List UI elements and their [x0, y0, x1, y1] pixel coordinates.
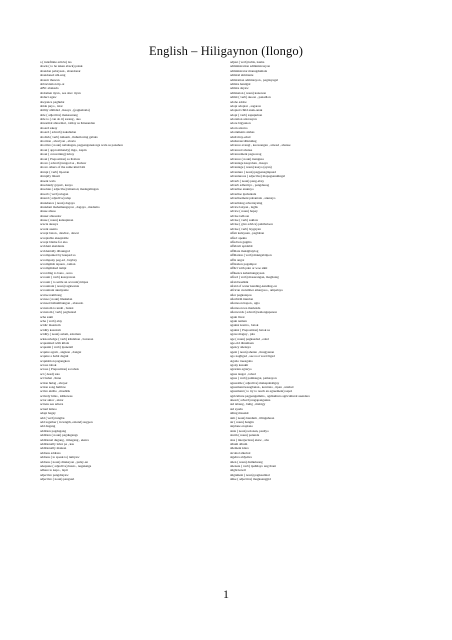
- dictionary-entry: affiliate makigbuylog: [230, 248, 259, 253]
- dictionary-entry: adventurous ( adjective) mapagsanulingal: [230, 174, 286, 179]
- dictionary-entry: age ( noun) pagkaedad , edad: [230, 336, 269, 341]
- dictionary-entry: advancement pagsowag: [230, 152, 262, 157]
- dictionary-entry: absent wala: [40, 178, 56, 183]
- dictionary-entry: African cucumber amargoso , ampalaya: [230, 288, 283, 293]
- dictionary-entry: administrator manugdumala: [230, 68, 268, 73]
- dictionary-entry: accomplish tapuon , taman: [40, 261, 76, 266]
- dictionary-entry: agree isugot , tabad: [230, 371, 256, 376]
- dictionary-entry: adhere to kapo , lapit: [40, 468, 68, 473]
- dictionary-entry: acquire a habit dagnit: [40, 354, 69, 359]
- dictionary-entry: active aktibo , maabtik: [40, 389, 71, 394]
- dictionary-entry: afterwards ( adverb) kahongupanon: [230, 310, 277, 315]
- dictionary-entry: agave maguy , pita: [230, 332, 255, 337]
- dictionary-entry: about ( concerning) tuhoy: [40, 152, 75, 157]
- dictionary-entry: act ( deed) sato: [40, 371, 61, 376]
- dictionary-entry: adopt adoptar , aagaron: [230, 103, 261, 108]
- dictionary-entry: age-old dinumaan: [230, 341, 254, 345]
- dictionary-entry: adopt ( verb) sapupuhon: [230, 112, 263, 117]
- dictionary-entry: advertise ipabantala: [230, 191, 257, 196]
- dictionary-entry: abdomen tiyan , see also: tiyan: [40, 90, 81, 95]
- dictionary-entry: advantage kaayohan , ikaayo: [230, 160, 269, 165]
- dictionary-entry: affection gugma: [230, 240, 252, 245]
- dictionary-entry: abortion , abortyon , aborto: [40, 139, 77, 144]
- dictionary-entry: affair kalayuan , paglaban: [230, 231, 265, 236]
- dictionary-entry: about ( approximately) mga , kapin: [40, 147, 87, 152]
- dictionary-entry: absurd ( adjective) ulap: [40, 196, 72, 201]
- dictionary-entry: acquaint ( verb) ipanetail: [40, 345, 74, 350]
- dictionary-entry: acidity ( noun) aslom, asloman: [40, 332, 81, 337]
- dictionary-entry: against ( Preposition) batok sa: [230, 327, 270, 332]
- dictionary-entry: additional dugang , timagang , ekstra: [40, 437, 89, 442]
- dictionary-entry: agent ( noun) ahente , tinugyanan: [230, 349, 275, 354]
- dictionary-entry: admire dayaw: [230, 86, 249, 91]
- dictionary-entry: agreement ( to try to reach an agreement) sapol: [230, 389, 293, 394]
- dictionary-entry: acquainted with kilala: [40, 341, 70, 345]
- dictionary-entry: ailing masakit: [230, 411, 249, 416]
- dictionary-entry: aim ( noun) handum , tilinguhaon: [230, 415, 275, 420]
- dictionary-entry: ache sakit: [40, 314, 54, 319]
- dictionary-entry: abundance ( noun) dagaya: [40, 200, 75, 205]
- dictionary-entry: abatoir ihawan: [40, 77, 60, 82]
- dictionary-entry: agree ( verb) pamisugot, pamaayon: [230, 376, 277, 381]
- dictionary-entry: abundant mahamungayon , dagaya , madamo: [40, 204, 100, 209]
- dictionary-entry: accident aksidente: [40, 244, 65, 249]
- dictionary-entry: ahead ( adverb) nagapangunna: [230, 398, 271, 403]
- page-title: English – Hiligaynon (Ilongo): [149, 44, 303, 58]
- dictionary-entry: afternoon tea merienda: [230, 305, 261, 310]
- dictionary-entry: accountant akunyante: [40, 288, 69, 293]
- dictionary-entry: act buhat , linne: [40, 376, 62, 381]
- dictionary-entry: agreeable ( adjective) makapahaligay: [230, 380, 280, 385]
- dictionary-entry: advertising advertaysing: [230, 200, 263, 205]
- dictionary-entry: afford ( verb) masarangan, maghatag: [230, 275, 279, 280]
- dictionary-entry: adopted child anak-anak: [230, 108, 263, 113]
- dictionary-entry: accent asento: [40, 226, 58, 231]
- dictionary-entry: acquire agom , angkon , dangat: [40, 349, 82, 354]
- dictionary-entry: abbreviation tip-ot: [40, 81, 65, 86]
- dictionary-entry: accountant ( noun) tagkwenta: [40, 283, 80, 288]
- dictionary-entry: account ( to settle an account) impas: [40, 279, 89, 284]
- dictionary-entry: agriculture pagpangumma , agrikultura agricultural asendero: [230, 393, 311, 398]
- dictionary-entry: adorn adorno: [230, 125, 248, 130]
- dictionary-entry: adequate ( adjective) husto , nagakaiga: [40, 463, 92, 468]
- dictionary-entry: ABC abakada: [40, 86, 59, 91]
- dictionary-entry: able ( adjective) makasarang: [40, 112, 78, 117]
- dictionary-entry: actual lamoo: [40, 406, 57, 411]
- dictionary-entry: advice lanyan , laglis: [230, 204, 258, 209]
- dictionary-entry: advise ( verb) saklaw: [230, 218, 259, 223]
- dictionary-entry: advise ( verb) laygayan: [230, 226, 261, 231]
- dictionary-entry: affidavit apidabit: [230, 244, 253, 249]
- dictionary-entry: affixation pagampot: [230, 261, 257, 266]
- dictionary-entry: admiral almirante: [230, 73, 254, 78]
- dictionary-entry: add together ( in length, extend) sugpon: [40, 420, 93, 425]
- dictionary-entry: affluence kahamungayaan: [230, 270, 265, 275]
- dictionary-entry: afraid kaalkik: [230, 279, 249, 284]
- dictionary-entry: adverb adbertiyo , pangduaog: [230, 182, 270, 187]
- dictionary-entry: agony kasakit: [230, 362, 249, 367]
- dictionary-entry: agreement kasagbutan , kontrato , tipan , unidad: [230, 384, 294, 389]
- dictionary-entry: absolute ( adjective) imantod, madagalingan: [40, 187, 99, 192]
- dictionary-entry: accrue nambong: [40, 292, 62, 297]
- dictionary-entry: abolish ( verb) iuhaam , iluhum ning gabuts: [40, 134, 98, 139]
- dictionary-entry: again liwat: [230, 314, 245, 319]
- dictionary-entry: advantage ( noun) kaayo (ayan): [230, 165, 272, 170]
- dictionary-entry: acknowledge ( verb) kilalahon , batonon: [40, 336, 94, 341]
- dictionary-entry: alight kawil: [230, 468, 246, 473]
- dictionary-entry: adoration adorasyon: [230, 117, 257, 122]
- dictionary-entry: abnormal abnormal , tablay sa Kinaandan: [40, 121, 95, 126]
- dictionary-entry: adjective pangdtayaw: [40, 472, 69, 477]
- dictionary-entry: acacia akasya: [40, 222, 59, 227]
- dictionary-entry: afterbirth inunlon: [230, 297, 254, 302]
- dictionary-entry: adventure ( noun) pagpanaginpuad: [230, 169, 276, 174]
- dictionary-entry: acidity kaaslom: [40, 327, 61, 332]
- dictionary-entry: ago nagligad , see root word ligad: [230, 354, 275, 359]
- dictionary-entry: abide puyo , istar: [40, 103, 63, 108]
- dictionary-entry: above ( adverb) tungod sa , ibabaw: [40, 160, 87, 165]
- dictionary-entry: admiration admirasyon , pagdayagal: [230, 77, 278, 82]
- dictionary-entry: across tabok: [40, 362, 57, 367]
- dictionary-entry: abuse ( noun) kalaupinan: [40, 218, 74, 223]
- dictionary-entry: accustom ( verb) pagbatasd: [40, 310, 77, 315]
- dictionary-entry: actively hilas , kilikawas: [40, 393, 73, 398]
- dictionary-column-right: [230, 60, 420, 482]
- dictionary-entry: acidic maaslom: [40, 323, 61, 328]
- dictionary-entry: a ( indefinite article) isa: [40, 60, 72, 64]
- dictionary-entry: admission ( noun) kanonon: [230, 90, 266, 95]
- dictionary-entry: advance avangt , kaowangan , anwad , abanse: [230, 143, 291, 148]
- dictionary-entry: against kontra , batok: [230, 323, 259, 328]
- dictionary-entry: adore bigyunon: [230, 121, 251, 126]
- dictionary-entry: aboard ( adverb) nakabulan: [40, 130, 77, 135]
- dictionary-entry: abandon pabayaan , abandonar: [40, 68, 81, 73]
- dictionary-entry: adulterate/dilutuhug: [230, 139, 257, 144]
- dictionary-entry: ability abilidad , ikaaya , (pagkabatia): [40, 108, 90, 113]
- page-number: 1: [223, 587, 229, 601]
- dictionary-entry: advice ( noun) hapay: [230, 209, 258, 214]
- dictionary-entry: agrarian agraryo: [230, 367, 252, 372]
- dictionary-entry: address address: [40, 450, 61, 455]
- dictionary-entry: advise ( give advice) pahibaloon: [230, 222, 273, 227]
- dictionary-entry: advertise anunsyo: [230, 187, 254, 192]
- dictionary-entry: abruptly lmasti: [40, 174, 60, 179]
- dictionary-entry: abortive ( noun) nabulagan, pagpanganak nga wala sa panahon: [40, 143, 123, 148]
- dictionary-entry: abuser abusador: [40, 213, 62, 218]
- dictionary-entry: according to bono , sono: [40, 270, 73, 275]
- dictionary-entry: absorb ( verb) ulogan: [40, 191, 69, 196]
- dictionary-entry: aboard sakay: [40, 125, 58, 130]
- dictionary-entry: accept baton , dawhat , dawat: [40, 231, 79, 236]
- dictionary-entry: admire handgal: [230, 81, 251, 86]
- dictionary-column-left: [40, 60, 222, 482]
- dictionary-entry: affect apekto: [230, 235, 248, 240]
- dictionary-entry: alike ( adjective) magkaanggid: [230, 477, 271, 482]
- dictionary-entry: accidentally dilaungod: [40, 248, 70, 253]
- dictionary-entry: adjust ( verb) iubla, isama: [230, 60, 265, 64]
- dictionary-entry: abeyance paghulat: [40, 99, 65, 104]
- dictionary-entry: action song hulilaw: [40, 384, 66, 389]
- dictionary-entry: additionally labot pa , kas: [40, 441, 74, 446]
- dictionary-entry: addition pagdugang: [40, 428, 67, 433]
- dictionary-entry: alcohol alkohol: [230, 450, 251, 455]
- dictionary-entry: advanced abanse: [230, 147, 253, 152]
- dictionary-entry: algebra aldyebra: [230, 455, 252, 460]
- dictionary-entry: advise tadloon: [230, 213, 250, 218]
- dictionary-entry: afflict with pain or woe sikit: [230, 266, 268, 271]
- dictionary-entry: accused isthumbungon , abasado: [40, 301, 84, 306]
- dictionary-entry: accept blame for ako: [40, 240, 68, 245]
- dictionary-entry: abuse abuso: [40, 209, 57, 214]
- dictionary-entry: allement klaro: [230, 446, 249, 451]
- dictionary-entry: album album: [230, 441, 248, 446]
- dictionary-entry: add dugang: [40, 424, 56, 429]
- dictionary-entry: about ( Preposition) sa ibabaw: [40, 156, 81, 161]
- dictionary-entry: action hulag , ahoyer: [40, 380, 68, 385]
- dictionary-entry: actor aktor , aktor: [40, 398, 64, 403]
- dictionary-entry: address ( to speak to) tumyaw: [40, 455, 80, 460]
- dictionary-entry: acceptable akseptable: [40, 235, 69, 240]
- dictionary-entry: alienate ( verb) ipahilayo ang ibant: [230, 463, 277, 468]
- dictionary-entry: air ( noun) hangin: [230, 420, 254, 425]
- dictionary-entry: able to ( can do it) sarang , ako: [40, 117, 81, 122]
- dictionary-entry: address ( noun) direksyon , pulsy-an: [40, 459, 88, 464]
- dictionary-entry: actress sea aritera: [40, 402, 64, 407]
- dictionary-entry: advance ( noun) inangusa: [230, 156, 264, 161]
- dictionary-entry: advertisement pabantala , anunsyo: [230, 196, 276, 201]
- dictionary-entry: admit ( verb) akoon , panadlon: [230, 95, 271, 100]
- dictionary-entry: accompanied by kauped sa: [40, 253, 76, 258]
- dictionary-entry: absolutely gayud , kaayo: [40, 182, 73, 187]
- dictionary-entry: addition ( noun) pagdugangs: [40, 433, 78, 438]
- dictionary-entry: adornments alahas: [230, 130, 255, 135]
- dictionary-entry: afraid of water kanding-kanding-on: [230, 283, 277, 288]
- dictionary-entry: abrupt ( verb) lip-utan: [40, 169, 70, 174]
- dictionary-entry: accustom to unali , batasi: [40, 305, 74, 310]
- dictionary-entry: add ( verb) tungbu: [40, 415, 65, 420]
- dictionary-entry: ache ( verb) alay: [40, 319, 63, 324]
- dictionary-entry: after pagkatapos: [230, 292, 252, 297]
- dictionary-entry: administration administrasyon: [230, 64, 271, 69]
- dictionary-entry: adverb ( noun) pang-abay: [230, 178, 264, 183]
- dictionary-entry: agency ahensya: [230, 345, 251, 350]
- dictionary-entry: adult may-edad: [230, 134, 251, 139]
- dictionary-entry: aisle ( noun) solonan, pasilyo: [230, 428, 269, 433]
- dictionary-entry: additionally matuan: [40, 446, 67, 451]
- dictionary-entry: airplane eroplano: [230, 424, 253, 429]
- dictionary-entry: affix angot: [230, 257, 245, 262]
- dictionary-entry: above others of the same kind labi: [40, 165, 86, 170]
- dictionary-entry: accompany pag-ed , buybay: [40, 257, 77, 262]
- dictionary-entry: adobe adobe: [230, 99, 247, 104]
- dictionary-entry: abduct agaw: [40, 95, 57, 100]
- dictionary-entry: alarm ( noun) patunda: [230, 433, 260, 438]
- dictionary-entry: aid tabang , bulig , mabigy: [230, 402, 266, 407]
- dictionary-entry: afternoon hapon , ugto: [230, 301, 260, 306]
- dictionary-entry: account ( verb) kaasyawan: [40, 275, 76, 280]
- dictionary-entry: accomplished tampt: [40, 266, 67, 271]
- dictionary-entry: adapt hagay: [40, 411, 56, 416]
- dictionary-entry: alas ( interjection) akaw , aba: [230, 437, 269, 442]
- dictionary-entry: Agoho treeagoho: [230, 358, 253, 363]
- dictionary-entry: affiliation ( verb) makigabtipon: [230, 253, 272, 258]
- dictionary-entry: again naman: [230, 319, 247, 324]
- dictionary-entry: alignment ( noun) pagkaalinal: [230, 472, 270, 477]
- dictionary-entry: adjective ( noun) pangsari: [40, 477, 75, 482]
- dictionary-entry: aback ( to be taken aback) palak: [40, 64, 83, 69]
- dictionary-entry: accuse ( noun) lmakulan: [40, 297, 73, 302]
- dictionary-entry: alien ( noun) dumuluong: [230, 459, 263, 464]
- dictionary-entry: aid ayuda: [230, 406, 243, 411]
- dictionary-entry: abandoned ubi-ung: [40, 73, 66, 78]
- dictionary-entry: across ( Preposition) sa tabok: [40, 367, 79, 372]
- dictionary-entry: acquisition pagangkon: [40, 358, 70, 363]
